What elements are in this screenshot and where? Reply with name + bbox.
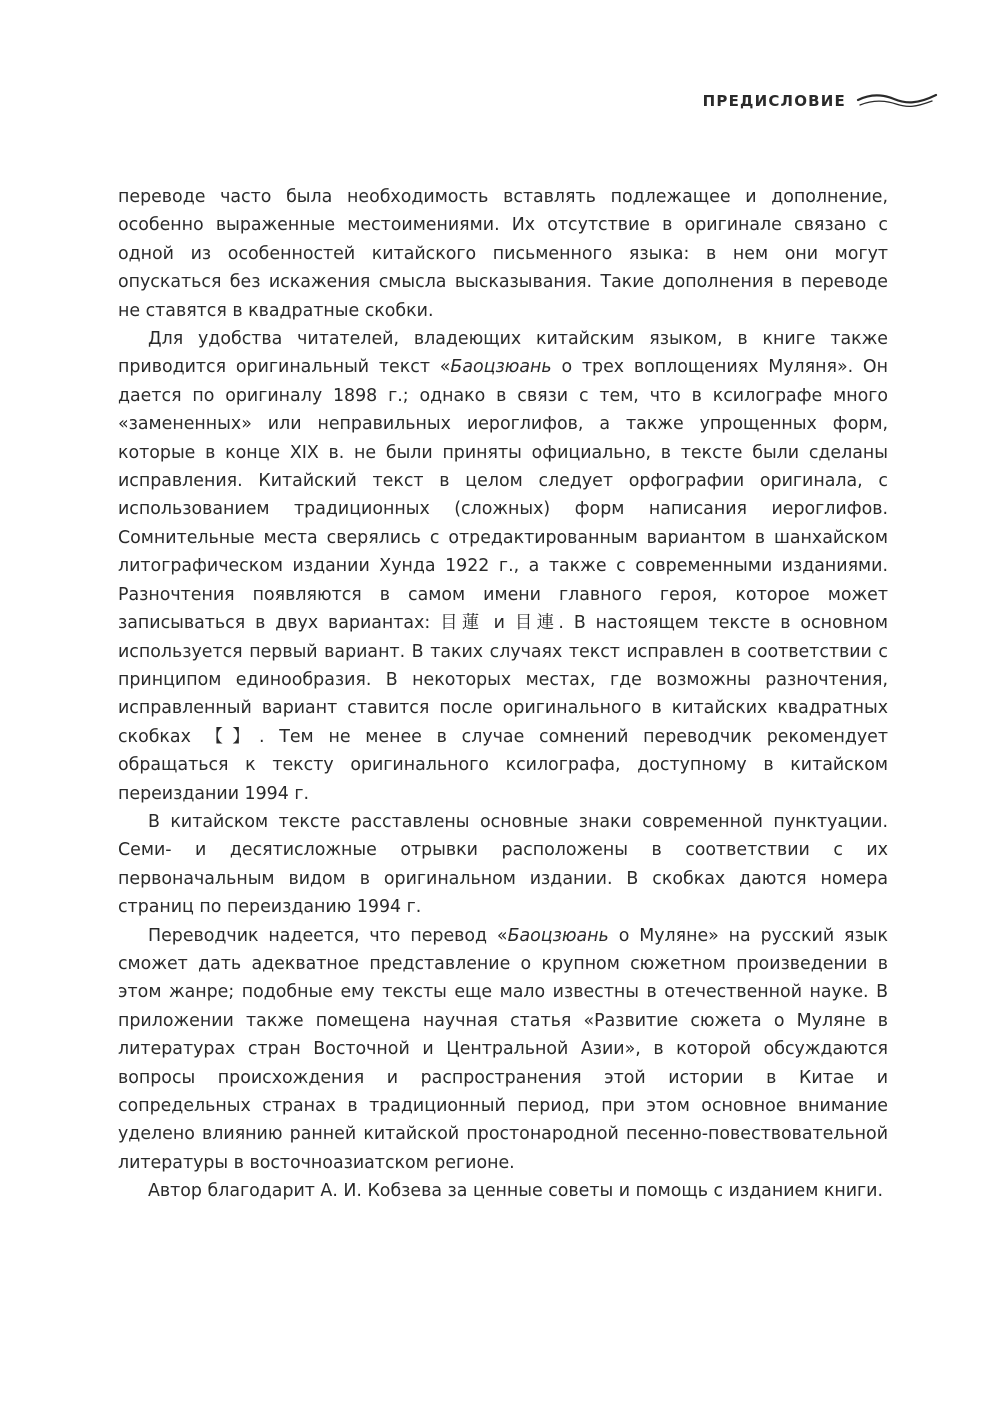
text-run: . Тем не менее в случае сомнений переводчик рекомендует обращаться к тексту оригинального ксилографа, доступному в китайском переиздании 1994 г.: [118, 726, 888, 804]
paragraph-translation-notes: [118, 183, 888, 325]
paragraph-translator-hopes: [118, 922, 888, 1178]
paragraph-punctuation: [118, 808, 888, 922]
running-title: ПРЕДИСЛОВИЕ: [702, 92, 846, 110]
wave-ornament-icon: [856, 92, 938, 110]
text-run: Автор благодарит А. И. Кобзева за ценные советы и помощь с изданием книги.: [148, 1181, 883, 1202]
text-run: . В настоящем тексте в основном используется первый вариант. В таких случаях текст исправлен в соответствии с принципом единообразия. В некоторых местах, где возможны разночтения, исправленный вариант ставится после оригинального в китайских квадратных скобках: [118, 613, 889, 747]
paragraph-original-text-notes: [118, 325, 888, 808]
text-run: о Муляне» на русский язык сможет дать адекватное представление о крупном сюжетном произведении в этом жанре; подобные ему тексты еще мало известны в отечественной науке. В приложении также помещена научная статья «Развитие сюжета о Муляне в литературах стран Восточной и Центральной Азии», в которой обсуждаются вопросы происхождения и распространения этой истории в Китае и сопредельных странах в традиционный период, при этом основное внимание уделено влиянию ранней китайской простонародной песенно-повествовательной литературы в восточноазиатском регионе.: [118, 925, 888, 1173]
italic-title: Баоцзюань: [450, 357, 552, 378]
text-run: Для удобства читателей, владеющих китайским языком, в книге также приводится оригинальный текст «: [118, 329, 888, 378]
chinese-brackets: 【】: [205, 726, 259, 747]
text-run: переводе часто была необходимость вставлять подлежащее и дополнение, особенно выраженные местоимениями. Их отсутствие в оригинале связано с одной из особенностей китайского письменного языка: в нем они могут опускаться без искажения смысла высказывания. Такие дополнения в переводе не ставятся в квадратные скобки.: [118, 187, 888, 321]
text-run: и: [483, 613, 515, 634]
text-run: Переводчик надеется, что перевод «: [148, 925, 508, 946]
text-body: [118, 183, 888, 1206]
text-run: В китайском тексте расставлены основные знаки современной пунктуации. Семи- и десятисложные отрывки расположены в соответствии с их первоначальным видом в оригинальном издании. В скобках даются номера страниц по переизданию 1994 г.: [118, 811, 888, 918]
italic-title: Баоцзюань: [507, 925, 609, 946]
hero-name-variant-1: 目蓮: [440, 613, 484, 634]
paragraph-acknowledgements: [118, 1177, 888, 1205]
text-run: о трех воплощениях Муляня». Он дается по оригиналу 1898 г.; однако в связи с тем, что в ксилографе много «замененных» или неправильных иероглифов, а также упрощенных форм, которые в конце XIX в. не были приняты официально, в тексте были сделаны исправления. Китайский текст в целом следует орфографии оригинала, с использованием традиционных (сложных) форм написания иероглифов. Сомнительные места сверялись с отредактированным вариантом в шанхайском литографическом издании Хунда 1922 г., а также с современными изданиями. Разночтения появляются в самом имени главного героя, которое может записываться в двух вариантах:: [118, 357, 888, 634]
running-header: [703, 92, 938, 110]
hero-name-variant-2: 目連: [514, 613, 559, 634]
